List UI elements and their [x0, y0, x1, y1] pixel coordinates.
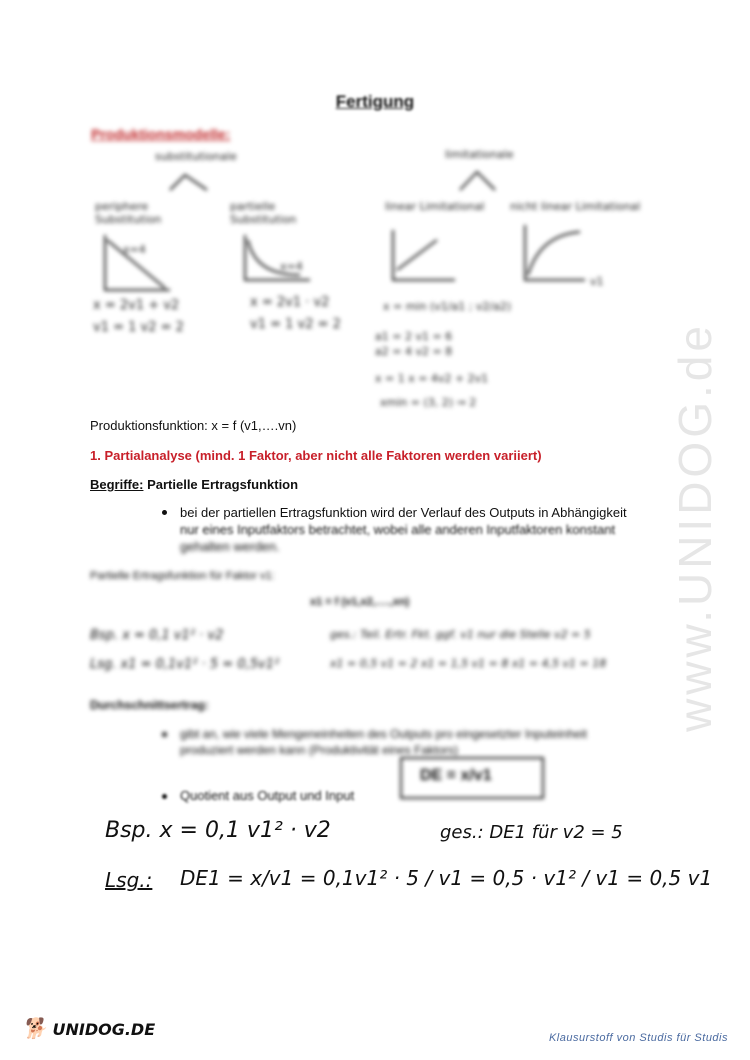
bsp1-left: Bsp. x = 0,1 v1² · v2 [90, 628, 224, 643]
model-1-name: periphere Substitution [95, 200, 162, 226]
lsg1-left: Lsg. x1 = 0,1v1² · 5 = 0,5v1² [90, 657, 280, 672]
model-4-axis: v1 [590, 275, 604, 288]
model-1-label: x=4 [123, 243, 146, 256]
axis-3 [393, 230, 455, 280]
begriffe-label: Begriffe: [90, 477, 144, 492]
lsg2-label: Lsg.: [105, 868, 153, 892]
model-3-name: linear Limitational [385, 200, 485, 213]
model-3-formula1: x = min (v1/a1 ; v2/a2) [383, 300, 512, 313]
bullet-1-line-1: bei der partiellen Ertragsfunktion wird der Verlauf des Outputs in Abhängigkeit [180, 505, 627, 520]
box-formula-frame [400, 757, 544, 799]
section-1-heading: 1. Partialanalyse (mind. 1 Faktor, aber nicht alle Faktoren werden variiert) [90, 448, 542, 463]
footer-logo [22, 1016, 155, 1040]
footer-text: Klausurstoff von Studis für Studis [548, 1032, 728, 1044]
model-3-formula4: x = 1 x = 4v2 + 2v1 [375, 372, 489, 385]
left-group-label: substitutionale [155, 150, 237, 163]
production-model-diagram [85, 140, 665, 410]
bsp2-right: ges.: DE1 für v2 = 5 [440, 822, 623, 843]
model-1-formula1: x = 2v1 + v2 [93, 298, 180, 313]
model-2-formula1: x = 2v1 · v2 [250, 295, 330, 310]
curve-4 [528, 232, 580, 275]
produktionsfunktion: Produktionsfunktion: x = f (v1,….vn) [90, 418, 297, 433]
model-3-formula2: a1 = 2 v1 = 6 [375, 330, 453, 343]
bsp2-left: Bsp. x = 0,1 v1² · v2 [105, 818, 331, 843]
bullet-2-line-1: gibt an, wie viele Mengeneinheiten des Outputs pro eingesetzter Inputeinheit [180, 727, 587, 741]
bullet-2-line-2: produziert werden kann (Produktivität eines Faktors) [180, 743, 459, 757]
bullet-3: Quotient aus Output und Input [180, 788, 355, 803]
model-2-formula2: v1 = 1 v2 = 2 [250, 317, 341, 332]
bracket-right [460, 172, 495, 190]
bullet-dot [162, 732, 167, 737]
begriffe-term: Partielle Ertragsfunktion [147, 477, 299, 492]
bsp1-right: ges.: Teil. Ertr. Fkt. ggf. v1 nur die Stelle v2 = 5 [330, 628, 591, 641]
model-2-label: x=4 [280, 260, 303, 273]
bullet-dot [162, 794, 167, 799]
bracket-left [170, 175, 207, 190]
box-formula: DE = x/v1 [420, 767, 492, 784]
right-group-label: limitationale [445, 148, 514, 161]
page-title: Fertigung [335, 92, 415, 111]
model-1-formula2: v1 = 1 v2 = 2 [93, 320, 184, 335]
bullet-dot [162, 510, 167, 515]
lsg1-right: x1 = 0,5 v1 = 2 x1 = 1,5 v1 = 8 x1 = 4,5 v1 = 18 [330, 657, 607, 670]
watermark: www.UNIDOG.de [669, 322, 722, 732]
begriffe-line [90, 477, 298, 492]
curve-3 [397, 240, 437, 270]
bullet-1-line-2: nur eines Inputfaktors betrachtet, wobei alle anderen Inputfaktoren konstant [180, 522, 616, 537]
partielle-formula: x1 = f (v1,x2,….,xn) [310, 596, 410, 608]
diagram-graphics [85, 140, 665, 410]
model-3-formula5: xmin = (3, 2) ⇒ 2 [380, 396, 477, 409]
footer-logo-text: UNIDOG.DE [52, 1020, 156, 1039]
durchschnitt-label: Durchschnittsertrag: [90, 698, 209, 712]
subheading: Produktionsmodelle: [91, 126, 231, 142]
dog-icon: 🐕 [22, 1016, 47, 1040]
model-4-name: nicht linear Limitational [510, 200, 641, 213]
lsg2-formula: DE1 = x/v1 = 0,1v1² · 5 / v1 = 0,5 · v1² / v1 = 0,5 v1 [180, 866, 713, 890]
model-2-name: partielle Substitution [230, 200, 297, 226]
partielle-label: Partielle Ertragsfunktion für Faktor v1: [90, 570, 275, 582]
bullet-1-line-3: gehalten werden. [180, 539, 280, 554]
model-3-formula3: a2 = 4 v2 = 8 [375, 345, 453, 358]
